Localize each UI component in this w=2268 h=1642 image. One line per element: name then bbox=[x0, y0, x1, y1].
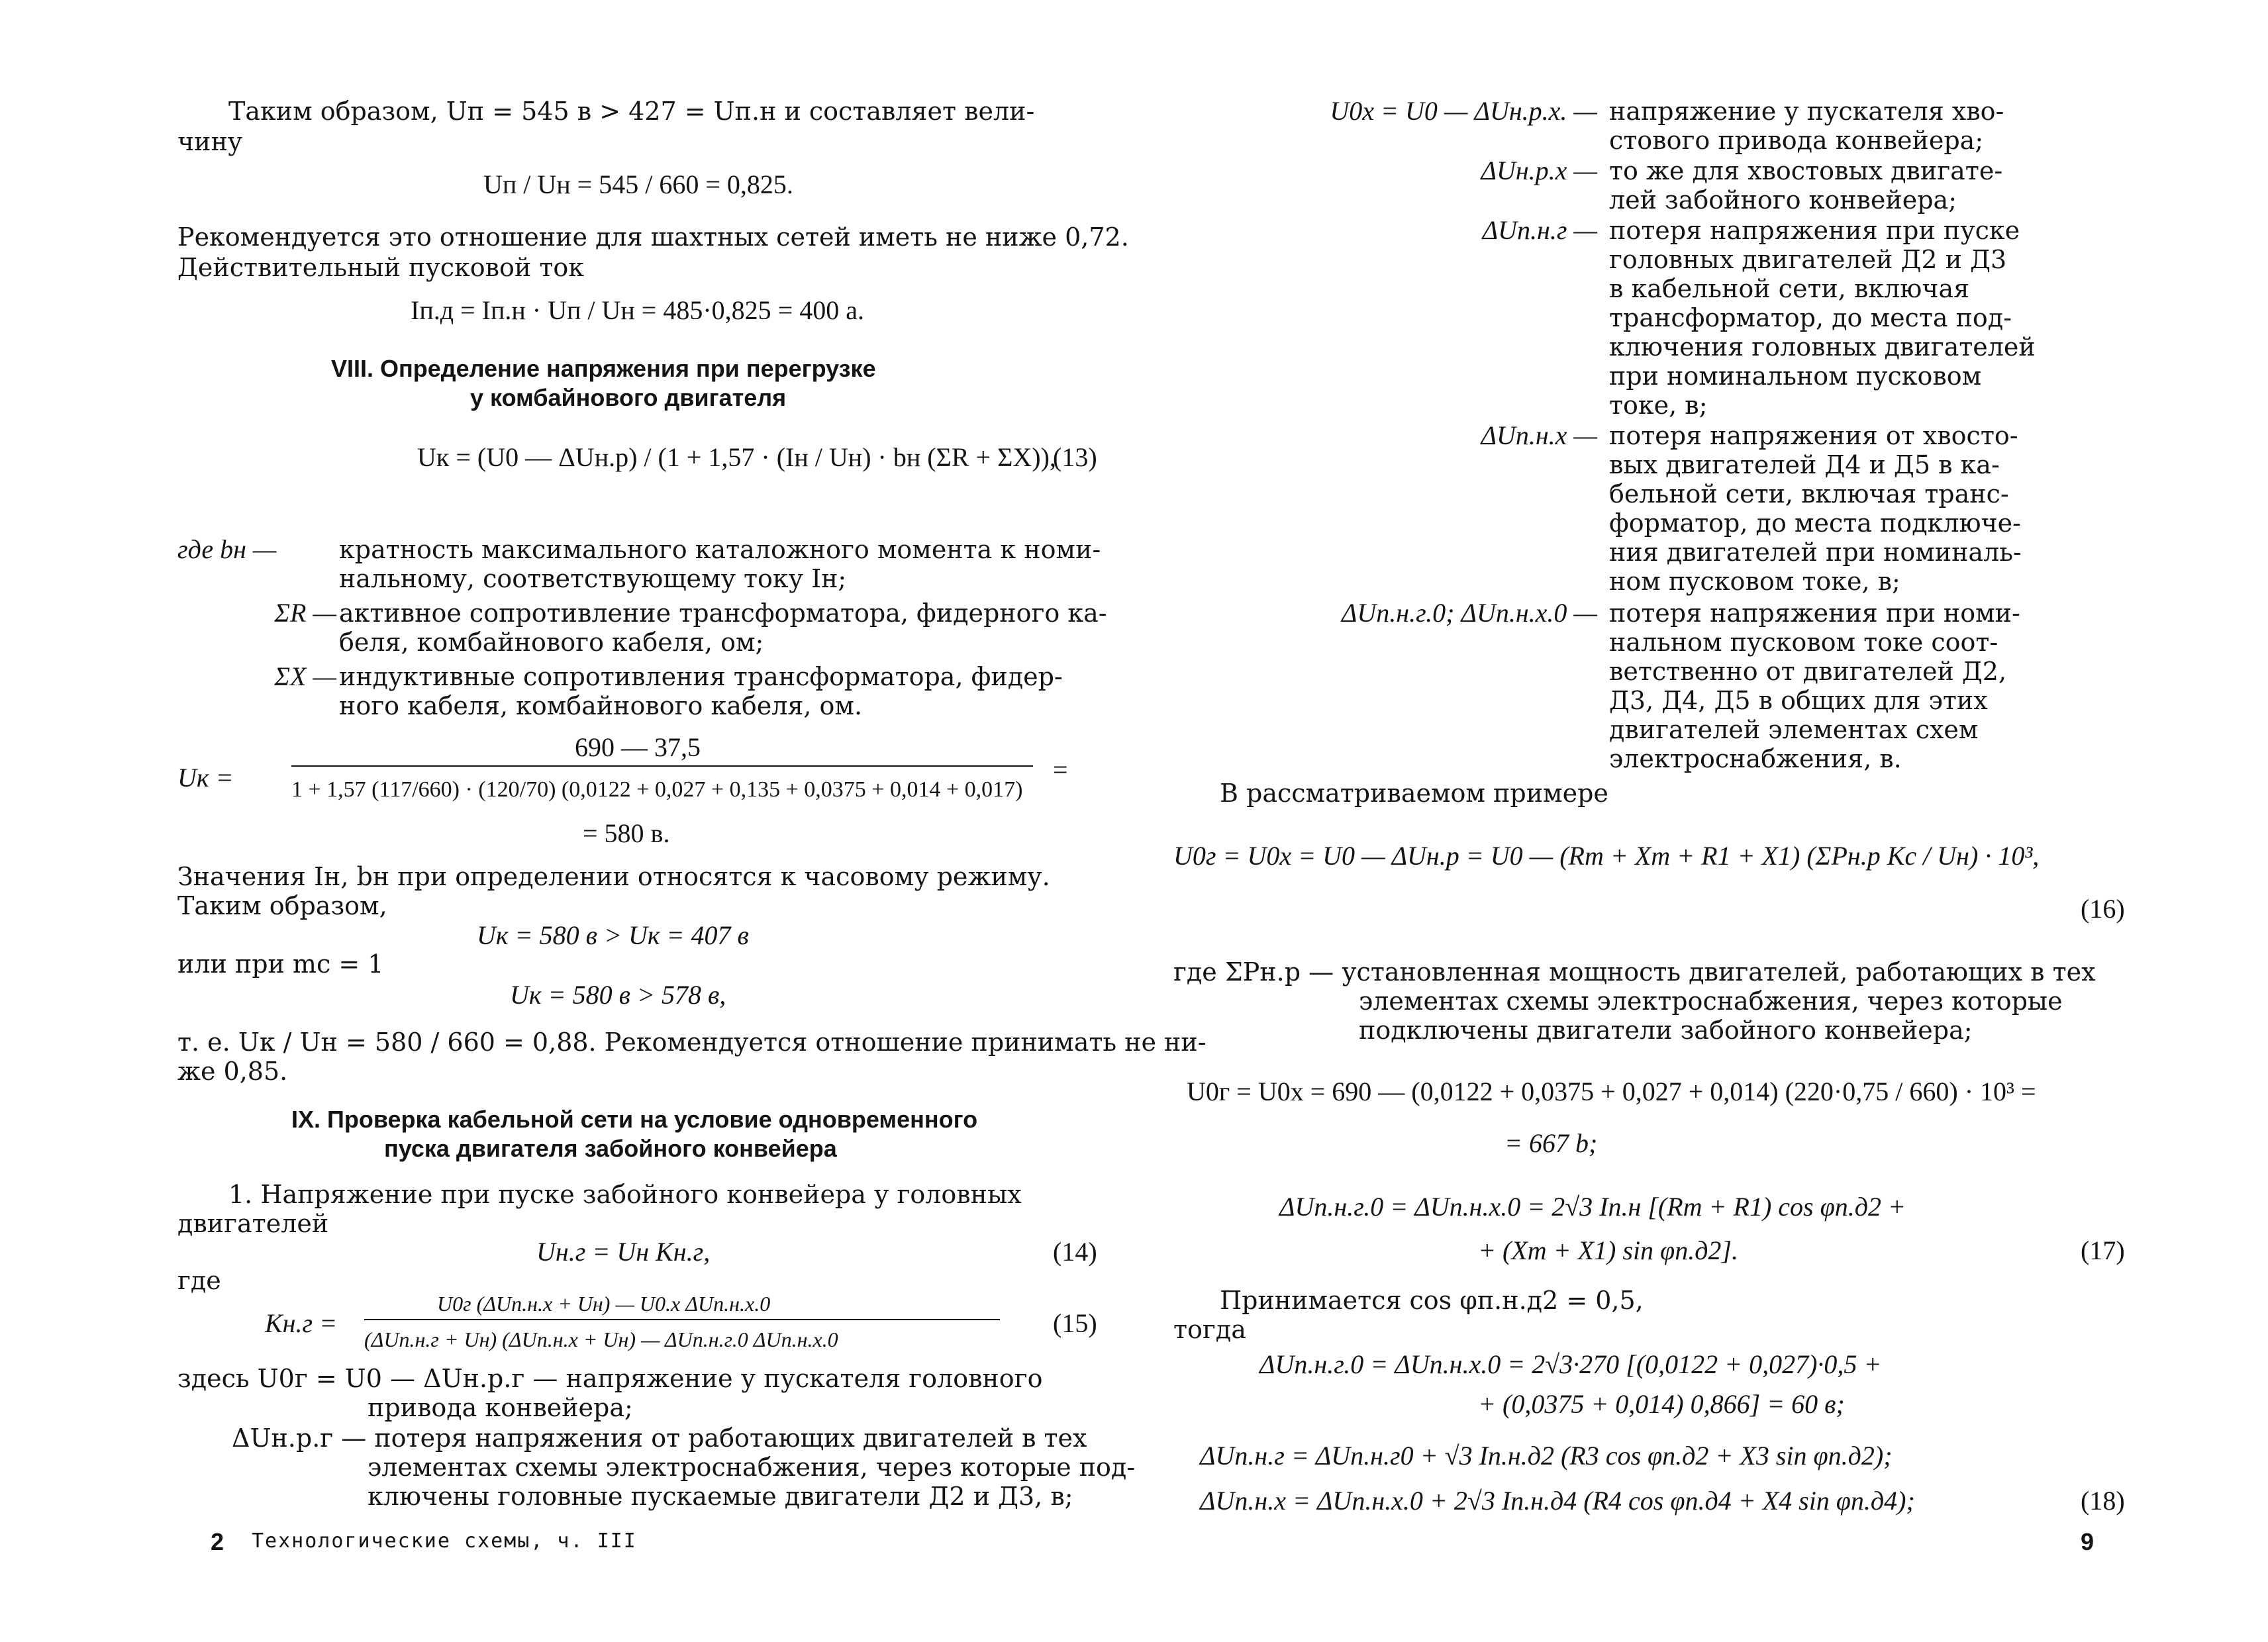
text-line: двигателей bbox=[177, 1209, 329, 1238]
footer-title: Технологические схемы, ч. III bbox=[252, 1529, 637, 1553]
text-line: т. е. Uк / Uн = 580 / 660 = 0,88. Рекомендуется отношение принимать не ни- bbox=[177, 1028, 1207, 1057]
definition-text: нальном пусковом токе соот- bbox=[1609, 628, 1998, 657]
definition-text: двигателей элементах схем bbox=[1609, 715, 1979, 744]
equation-15-lhs: Kн.г = bbox=[265, 1308, 338, 1338]
definition-text: Д3, Д4, Д5 в общих для этих bbox=[1609, 686, 1988, 715]
definition-text: электроснабжения, в. bbox=[1609, 744, 1902, 773]
definition-line: ΔUн.р.г — потеря напряжения от работающих двигателей в тех bbox=[232, 1424, 1087, 1453]
text-line: чину bbox=[177, 127, 243, 156]
equation-17: ΔUп.н.г.0 = ΔUп.н.х.0 = 2√3 Iп.н [(Rт + R1) cos φп.д2 + bbox=[1279, 1192, 1906, 1222]
equation-13: Uк = (U0 — ΔUн.р) / (1 + 1,57 · (Iн / Uн) · bн (ΣR + ΣX)), bbox=[417, 442, 1056, 472]
definition-text: вых двигателей Д4 и Д5 в ка- bbox=[1609, 450, 2000, 479]
definition-text: ния двигателей при номиналь- bbox=[1609, 538, 2022, 567]
calc-denominator: 1 + 1,57 (117/660) · (120/70) (0,0122 + 0,027 + 0,135 + 0,0375 + 0,014 + 0,017) bbox=[291, 777, 1023, 802]
definition-term: ΣR — bbox=[274, 598, 336, 628]
definition-term: U0х = U0 — ΔUн.р.х. — bbox=[1330, 96, 1597, 126]
text-line: В рассматриваемом примере bbox=[1220, 779, 1608, 808]
text-line: или при mс = 1 bbox=[177, 949, 384, 979]
text-line: Значения Iн, bн при определении относятся к часовому режиму. bbox=[177, 862, 1050, 891]
definition-line: подключены двигатели забойного конвейера; bbox=[1359, 1016, 1973, 1045]
definition-line: здесь U0г = U0 — ΔUн.р.г — напряжение у пускателя головного bbox=[177, 1364, 1043, 1393]
equation-14: Uн.г = Uн Kн.г, bbox=[536, 1237, 711, 1267]
definition-text: трансформатор, до места под- bbox=[1609, 303, 2012, 332]
definition-line: где ΣPн.р — установленная мощность двигателей, работающих в тех bbox=[1173, 957, 2096, 987]
equation-17-cont: + (Xт + X1) sin φп.д2]. bbox=[1478, 1235, 1738, 1265]
start-current-formula: Iп.д = Iп.н · Uп / Uн = 485·0,825 = 400 а. bbox=[411, 295, 864, 325]
definition-text: индуктивные сопротивления трансформатора, фидер- bbox=[339, 662, 1063, 691]
right-page bbox=[1134, 0, 2268, 1642]
calc-17-result: + (0,0375 + 0,014) 0,866] = 60 в; bbox=[1478, 1389, 1845, 1419]
inequality: Uк = 580 в > Uк = 407 в bbox=[477, 920, 749, 950]
definition-text: ном пусковом токе, в; bbox=[1609, 567, 1900, 596]
section-heading-viii-line2: у комбайнового двигателя bbox=[470, 384, 787, 411]
definition-text: токе, в; bbox=[1609, 391, 1708, 420]
definition-line: привода конвейера; bbox=[368, 1393, 633, 1422]
definition-text: ключения головных двигателей bbox=[1609, 332, 2036, 362]
equation-16: U0г = U0х = U0 — ΔUн.р = U0 — (Rт + Xт + R1 + X1) (ΣPн.р Kс / Uн) · 10³, bbox=[1173, 841, 2040, 871]
definition-text: потеря напряжения при пуске bbox=[1609, 216, 2020, 245]
definition-term: ΣX — bbox=[274, 661, 336, 691]
equation-18a: ΔUп.н.г = ΔUп.н.г0 + √3 Iп.н.д2 (R3 cos φп.д2 + X3 sin φп.д2); bbox=[1200, 1441, 1893, 1471]
definition-text: кратность максимального каталожного момента к номи- bbox=[339, 535, 1101, 564]
definition-text: бельной сети, включая транс- bbox=[1609, 479, 2009, 508]
inequality: Uк = 580 в > 578 в, bbox=[510, 980, 726, 1010]
calc-16-result: = 667 b; bbox=[1504, 1128, 1598, 1158]
text-line: Рекомендуется это отношение для шахтных сетей иметь не ниже 0,72. bbox=[177, 222, 1129, 252]
text-line: Таким образом, bbox=[177, 891, 387, 920]
definition-line: ключены головные пускаемые двигатели Д2 и Д3, в; bbox=[368, 1482, 1073, 1511]
calc-result: = 580 в. bbox=[583, 818, 670, 848]
definition-text: нальному, соответствующему току Iн; bbox=[339, 564, 847, 593]
text-line: же 0,85. bbox=[177, 1057, 288, 1086]
text-line: Действительный пусковой ток bbox=[177, 253, 584, 282]
definition-line: элементах схемы электроснабжения, через которые bbox=[1359, 987, 2063, 1016]
equation-number: (16) bbox=[2081, 894, 2125, 924]
section-heading-viii: VIII. Определение напряжения при перегрузке bbox=[331, 355, 876, 382]
equation-number: (14) bbox=[1053, 1237, 1097, 1267]
definition-term: ΔUн.р.х — bbox=[1481, 156, 1597, 185]
equation-number: (15) bbox=[1053, 1308, 1097, 1338]
calc-17: ΔUп.н.г.0 = ΔUп.н.х.0 = 2√3·270 [(0,0122 + 0,027)·0,5 + bbox=[1259, 1349, 1882, 1379]
definition-term: где bн — bbox=[177, 534, 277, 564]
definition-text: активное сопротивление трансформатора, фидерного ка- bbox=[339, 599, 1107, 628]
equation-number: (13) bbox=[1053, 442, 1097, 472]
fraction-bar bbox=[364, 1319, 1000, 1320]
text-line: тогда bbox=[1173, 1315, 1246, 1344]
text-line: 1. Напряжение при пуске забойного конвейера у головных bbox=[228, 1180, 1022, 1209]
definition-line: элементах схемы электроснабжения, через которые под- bbox=[368, 1453, 1136, 1482]
definition-text: в кабельной сети, включая bbox=[1609, 274, 1970, 303]
signature-mark: 2 bbox=[211, 1528, 224, 1555]
section-heading-ix-line2: пуска двигателя забойного конвейера bbox=[384, 1135, 837, 1162]
definition-text: стового привода конвейера; bbox=[1609, 126, 1984, 155]
text-line: Таким образом, Uп = 545 в > 427 = Uп.н и составляет вели- bbox=[228, 97, 1035, 126]
definition-term: ΔUп.н.г.0; ΔUп.н.х.0 — bbox=[1341, 598, 1597, 628]
definition-text: то же для хвостовых двигате- bbox=[1609, 156, 2003, 185]
definition-text: лей забойного конвейера; bbox=[1609, 185, 1957, 215]
definition-text: беля, комбайнового кабеля, ом; bbox=[339, 628, 764, 657]
definition-text: при номинальном пусковом bbox=[1609, 362, 1982, 391]
page-number: 9 bbox=[2081, 1528, 2095, 1555]
equation-number: (18) bbox=[2081, 1486, 2125, 1516]
calc-numerator: 690 — 37,5 bbox=[575, 732, 701, 762]
section-heading-ix: IX. Проверка кабельной сети на условие одновременного bbox=[291, 1106, 978, 1133]
text-line: Принимается cos φп.н.д2 = 0,5, bbox=[1220, 1286, 1644, 1315]
text-line: где bbox=[177, 1266, 221, 1295]
equation-number: (17) bbox=[2081, 1235, 2125, 1265]
definition-text: потеря напряжения при номи- bbox=[1609, 599, 2020, 628]
definition-term: ΔUп.н.х — bbox=[1481, 420, 1597, 450]
equation-15-denominator: (ΔUп.н.г + Uн) (ΔUп.н.х + Uн) — ΔUп.н.г.0 ΔUп.н.х.0 bbox=[364, 1328, 838, 1351]
definition-text: ного кабеля, комбайнового кабеля, ом. bbox=[339, 691, 863, 720]
fraction-bar bbox=[291, 765, 1033, 767]
left-page: Таким образом, Uп = 545 в > 427 = Uп.н и составляет вели- чину Uп / Uн = 545 / 660 = 0,825. Рекомендуется это отношение для шахтных сетей иметь не ниже 0,72. Действительный пусковой ток Iп.д = Iп.н · Uп / Uн = 485·0,825 = 400 а. VIII. Определение напряжения при перегрузке у комбайнового двигателя Uк = (U0 — ΔUн.р) / (1 + 1,57 · (Iн / Uн) · bн (ΣR + ΣX)), (13) где bн — кратность максимального каталожного момента к номи- нальному, соответствующему току Iн; ΣR — активное сопротивление трансформатора, фидерного ка- беля, комбайнового кабеля, ом; ΣX — индуктивные сопротивления трансформатора, фидер- ного кабеля, комбайнового кабеля, ом. 690 — 37,5 Uк = = 1 + 1,57 (117/660) · (120/70) (0,0122 + 0,027 + 0,135 + 0,0375 + 0,014 + 0,017) = 580 в. Значения Iн, bн при определении относятся к часовому режиму. Таким образом, Uк = 580 в > Uк = 407 в или при mс = 1 Uк = 580 в > 578 в, т. е. Uк / Uн = 580 / 660 = 0,88. Рекомендуется отношение принимать не ни- же 0,85. IX. Проверка кабельной сети на условие одновременного пуска двигателя забойного конвейера 1. Напряжение при пуске забойного конвейера у головных двигателей Uн.г = Uн Kн.г, (14) где Kн.г = U0г (ΔUп.н.х + Uн) — U0.х ΔUп.н.х.0 (ΔUп.н.г + Uн) (ΔUп.н.х + Uн) — ΔUп.н.г.0 ΔUп.н.х.0 (15) здесь U0г = U0 — ΔUн.р.г — напряжение у пускателя головного привода конвейера; ΔUн.р.г — потеря напряжения от работающих двигателей в тех элементах схемы электроснабжения, через которые под- ключены головные пускаемые двигатели Д2 и Д3, в; 2 Технологические схемы, ч. III bbox=[177, 97, 1207, 1555]
definition-text: ветственно от двигателей Д2, bbox=[1609, 657, 2007, 686]
definition-term: ΔUп.н.г — bbox=[1482, 215, 1597, 245]
ratio-formula: Uп / Uн = 545 / 660 = 0,825. bbox=[483, 169, 793, 199]
definition-text: напряжение у пускателя хво- bbox=[1609, 97, 2004, 126]
definition-text: потеря напряжения от хвосто- bbox=[1609, 421, 2018, 450]
calc-16: U0г = U0х = 690 — (0,0122 + 0,0375 + 0,027 + 0,014) (220·0,75 / 660) · 10³ = bbox=[1187, 1077, 2036, 1106]
definition-text: головных двигателей Д2 и Д3 bbox=[1609, 245, 2007, 274]
equation-18b: ΔUп.н.х = ΔUп.н.х.0 + 2√3 Iп.н.д4 (R4 cos φп.д4 + X4 sin φп.д4); bbox=[1200, 1486, 1915, 1516]
definition-text: форматор, до места подключе- bbox=[1609, 508, 2022, 538]
equation-15-numerator: U0г (ΔUп.н.х + Uн) — U0.х ΔUп.н.х.0 bbox=[437, 1292, 771, 1316]
